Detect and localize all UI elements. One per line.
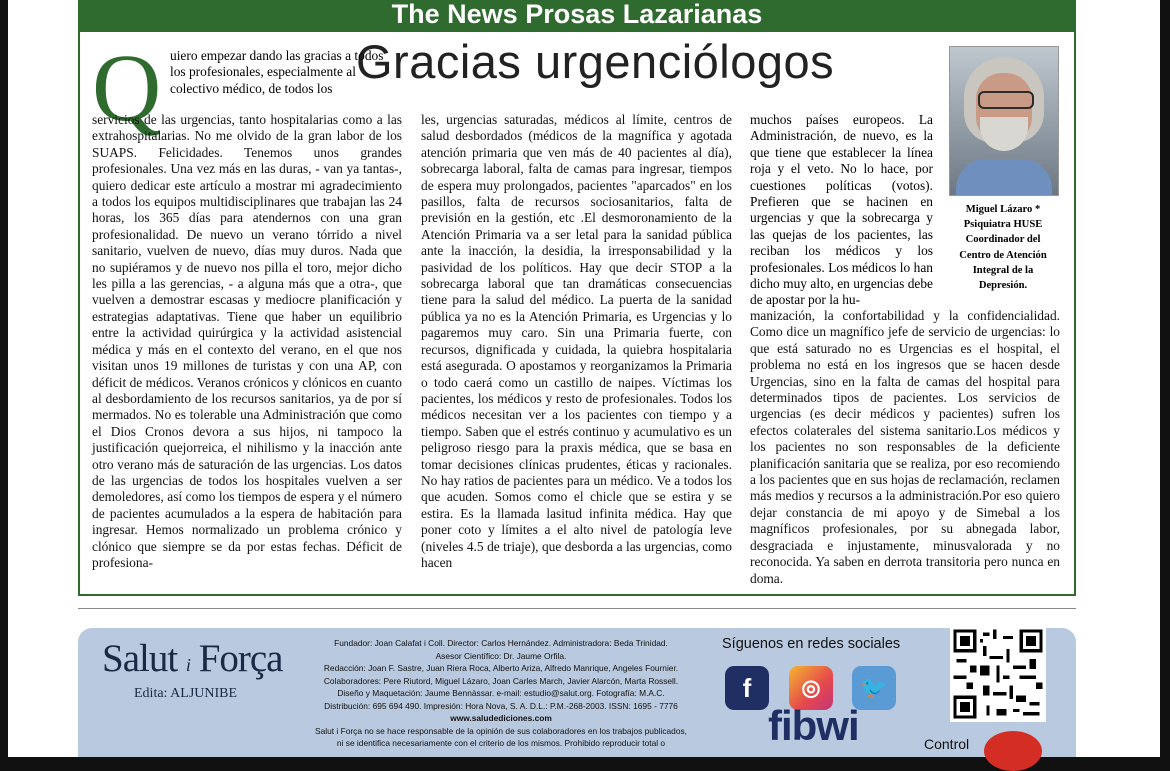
article-column-2: les, urgencias saturadas, médicos al límite, centros de salud desbordados (médicos de la magnífica y agotada atención primaria que ven más de 40 pacientes al día), sobrecarga laboral, falta de camas para ingresar, tiempos de espera muy prolongados, pacientes "aparcados" en los pasillos, falta de recursos sociosanitarios, falta de previsión en la gestión, etc .El desmoronamiento de la Atención Primaria va a ser letal para la sanidad pública ante la inacción, la desidia, la irresponsabilidad y la pasividad de los políticos. Hay que decir STOP a la sobrecarga laboral que tan dramáticas consecuencias tiene para la salud del médico. La puerta de la sanidad pública ya no es la Atención Primaria, es Urgencias y lo pagaremos muy caro. Sin una Primaria fuerte, con recursos, dignificada y cuidada, la quiebra hospitalaria está asegurada. O apostamos y reorganizamos la Primaria o todo caerá como un castillo de naipes. Víctimas los pacientes, los médicos y resto de profesionales. Todos los médicos necesitan ver a los pacientes con tiempo y a tiempo. Saben que el estrés continuo y acumulativo es un peligroso riesgo para la praxis médica, que se basa en tomar decisiones clínicas prudentes, éticas y racionales. No hay ratios de pacientes para un médico. Ve a todos los que acuden. Somos como el chicle que se estira y se estira. Es la llamada lasitud infinita médica. Hay que poner coto y límites a el alto nivel de patología leve (niveles 4.5 de triaje), que desborda a las urgencias, como hacen [421,112,732,570]
publisher-label: Edita: ALJUNIBE [134,686,238,701]
author-photo [949,46,1059,196]
article-column-3-bottom: manización, la confortabilidad y la confidencialidad. Como dice un magnífico jefe de servicio de urgencias: lo que está saturado no es Urgencias es el hospital, el problema no está en los ingresos que se hacen desde Urgencias, sino en la falta de camas del hospital para determinados tipos de pacientes. Los servicios de urgencias (es decir médicos y pacientes) sufren los efectos colaterales del sistema sanitario.Los médicos y los pacientes no son responsables de la deficiente planificación sanitaria que se realiza, por eso recomiendo a los pacientes que en sus hojas de reclamación, reclamen más medios y recursos a la administración.Por eso quiero dejar constancia de mi apoyo y de Simebal a los magníficos profesionales, por su abnegada labor, desgraciada e injustamente, minusvalorada y no reconocida. Ya saben en derrota transitoria pero nunca en doma. [750,308,1060,586]
twitter-icon[interactable]: 🐦 [852,666,896,710]
caption-line: Coordinador del [965,234,1041,246]
article-column-3-top: muchos países europeos. La Administración, de nuevo, es la que tiene que establecer la línea roja y el veto. No lo hace, por cuestiones políticas (votos). Prefieren que se hacinen en urgencias y que la sobrecarga y las quejas de los pacientes, las reciban los médicos y los profesionales. Los médicos lo han dicho muy alto, en urgencias debe de apostar por la hu- [750,112,933,308]
fibwi-logo: fibwi [768,702,859,749]
credit-line: Colaboradores: Pere Riutord, Miguel Lázaro, Joan Carles March, Javier Alarcón, Marta Rossell. [323,675,679,686]
article-column-1-intro: uiero empezar dando las gracias a todos los profesionales, especialmente al colectivo médico, de todos los [170,48,384,96]
author-caption [946,202,1060,293]
credit-line: Salut i Força no se hace responsable de la opinión de sus colaboradores en los trabajos publicados, [315,725,687,736]
credits-block [290,637,712,750]
credit-line: ni se identifica necesariamente con el criterio de los mismos. Prohibido reproducir total o [336,738,666,748]
credit-line: Diseño y Maquetación: Jaume Bennàssar. e-mail: estudio@salut.org. Fotografía: M.A.C. [337,688,665,698]
caption-line: Integral de la [972,264,1034,276]
control-label: Control [924,736,970,752]
credit-line: Redacción: Joan F. Sastre, Juan Riera Roca, Alberto Ariza, Alfredo Manrique, Angeles Fournier. [323,663,679,673]
article-headline: Gracias urgenciólogos [356,35,835,88]
credit-line: Distribución: 695 694 490. Impresión: Hora Nova, S. A. D.L.: P.M.-268-2003. ISSN: 1695 - 7776 [324,700,678,711]
salut-i-forca-logo: Salut i Força [102,637,283,680]
facebook-icon[interactable]: f [725,666,769,710]
caption-line: Depresión. [978,280,1028,292]
caption-line: Psiquiatra HUSE [963,219,1043,231]
website-link[interactable]: www.saludediciones.com [450,713,552,723]
credit-line: Asesor Científico: Dr. Jaume Orfila. [435,650,567,661]
drop-cap: Q [92,34,162,141]
article-column-1: servicios de las urgencias, tanto hospitalarias como a las extrahospitalarias. No me olvido de la gran labor de los SUAPS. Felicidades. Tenemos unos grandes profesionales. Una vez más en las duras, - van ya tantas-, quiero dedicar este artículo a mostrar mi agradecimiento a todos los equipos multidisciplinares que trabajan las 24 horas, los 365 días para atendernos con una gran profesionalidad. De nuevo un verano tórrido a nivel sanitario, vuelven de nuevo, días muy duros. Nada que no supiéramos y de nuevo nos pilla el toro, mejor dicho les pilla a las gerencias, - a alguna más que a otra-, que vuelven a demostrar escasas y mediocre planificación y estrategias adaptativas. Tiene que haber un equilibrio entre la actividad quirúrgica y la actividad asistencial médica y más en el contexto del verano, en el que nos visitan unos 19 millones de turistas y con una AP, con déficit de médicos. Veranos crónicos y clónicos en cuanto al desbordamiento de los recursos sanitarios, ya de por sí mermados. No es tolerable una Administración que como el Dios Cronos devora a sus hijos, ni tampoco la justificación quejorreica, el nihilismo y la inacción ante otro verano más de saturación de las urgencias. Los datos de las urgencias de todos los hospitales vuelven a ser demoledores, así como los tiempos de espera y el número de pacientes acumulados a la espera de habitación para ingresar. Hemos normalizado un problema crónico y clónico que siempre se da por estas fechas. Déficit de profesiona- [92,112,402,570]
qr-code [950,626,1046,722]
social-title: Síguenos en redes sociales [722,636,901,652]
ojd-logo [984,731,1042,771]
divider [78,608,1076,609]
instagram-icon[interactable]: ◎ [789,666,833,710]
caption-line: Centro de Atención [959,249,1047,261]
credit-line: Fundador: Joan Calafat i Coll. Director: Carlos Hernández. Administradora: Beda Trinidad. [334,638,668,648]
caption-line: Miguel Lázaro * [965,204,1041,215]
section-banner: The News Prosas Lazarianas [78,0,1076,32]
